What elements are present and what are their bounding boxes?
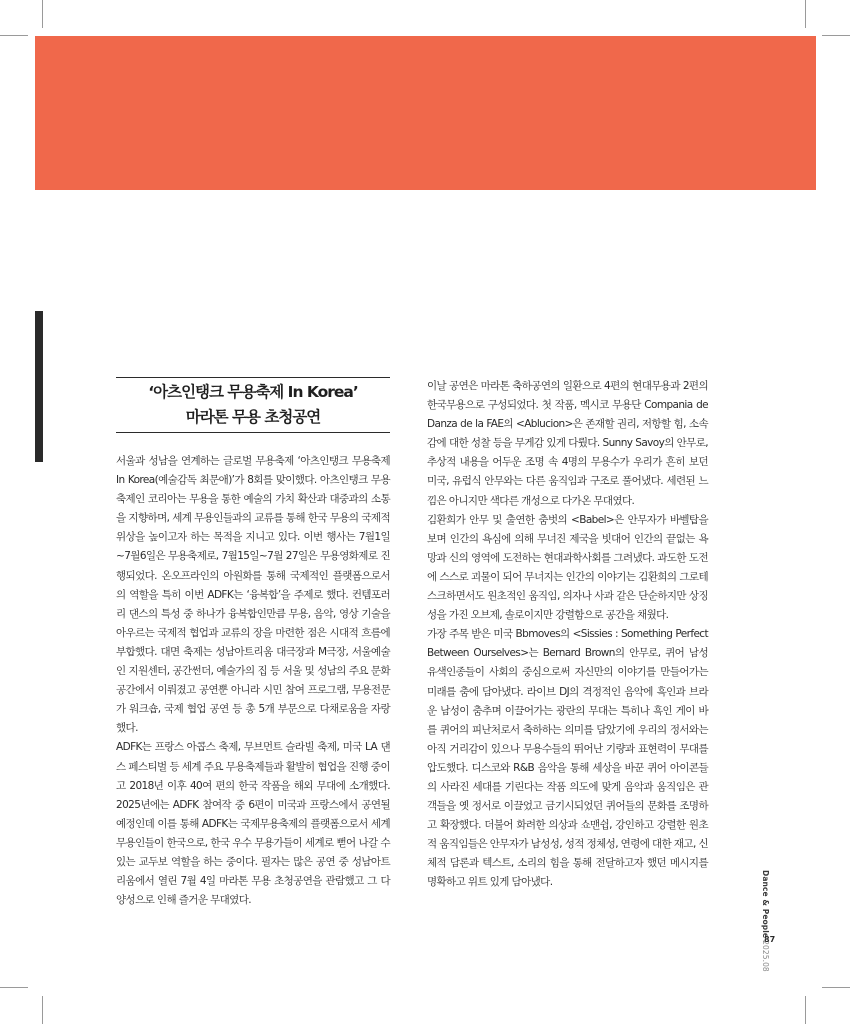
- crop-mark: [822, 987, 850, 988]
- crop-mark: [42, 0, 43, 28]
- title-top-rule: [116, 377, 390, 378]
- left-text-column: [116, 452, 390, 910]
- crop-mark: [0, 35, 28, 36]
- body-paragraph: 김환희가 안무 및 출연한 춤벗의 <Babel>은 안무자가 바벨탑을 보며 인간의 욕심에 의해 무너진 제국을 빗대어 인간의 끝없는 욕망과 신의 영역에 도전하는 현대과학사회를 그려냈다. 과도한 도전에 스스로 괴물이 되어 무너지는 인간의 이야기는 김환희의 그로테스크하면서도 원초적인 움직임, 의자나 사과 같은 단순하지만 상징성을 가진 오브제, 솔로이지만 강렬함으로 공간을 채웠다.: [427, 513, 708, 622]
- crop-mark: [0, 987, 28, 988]
- body-paragraph: 서울과 성남을 연계하는 글로벌 무용축제 ‘아츠인탱크 무용축제 In Korea(예술감독 최문애)’가 8회를 맞이했다. 아츠인탱크 무용축제인 코리아는 무용을 통한 예술의 가치 확산과 대중과의 소통을 지향하며, 세계 무용인들과의 교류를 통해 한국 무용의 국제적 위상을 높이고자 하는 목적을 지니고 있다. 이번 행사는 7월1일~7월6일은 무용축제로, 7월15일~7월 27일은 무용영화제로 진행되었다. 온오프라인의 아원화를 통해 국제적인 플랫폼으로서의 역할을 특히 이번 ADFK는 ‘융복합’을 주제로 했다. 컨템포러리 댄스의 특성 중 하나가 융복합인만큼 무용, 음악, 영상 기술을 아우르는 국제적 협업과 교류의 장을 마련한 점은 시대적 흐름에 부합했다. 대면 축제는 성남아트리움 대극장과 M극장, 서울예술인 지원센터, 공간썬더, 예술가의 집 등 서울 및 성남의 주요 문화 공간에서 이뤄졌고 공연뿐 아니라 시민 참여 프로그램, 무용전문가 워크숍, 국제 협업 공연 등 총 5개 부문으로 다채로움을 자랑했다.: [116, 455, 390, 735]
- crop-mark: [805, 0, 806, 28]
- article-title-block: [116, 377, 390, 433]
- body-paragraph: 가장 주목 받은 미국 Bbmoves의 <Sissies : Something Perfect Between Ourselves>는 Bernard Brown의 안무로, 퀴어 남성 유색인종들이 사회의 중심으로써 자신만의 이야기를 만들어가는 미래를 춤에 담아냈다. 라이브 DJ의 격정적인 음악에 흑인과 브라운 남성이 춤추며 이끌어가는 광란의 무대는 특히나 흑인 게이 바를 퀴어의 피난처로서 축하하는 의미를 담았기에 우리의 정서와는 아직 거리감이 있으나 무용수들의 뛰어난 기량과 표현력이 무대를 압도했다. 디스코와 R&B 음악을 통해 세상을 바꾼 퀴어 아이콘들의 사라진 세대를 기린다는 작품 의도에 맞게 음악과 움직임은 관객들을 옛 정서로 이끌었고 금기시되었던 퀴어들의 문화를 조명하고 확장했다. 더불어 화려한 의상과 쇼맨쉽, 강인하고 강렬한 원초적 움직임들은 안무자가 남성성, 성적 정체성, 연령에 대한 재고, 신체적 담론과 텍스트, 소리의 힘을 통해 전달하고자 했던 메시지를 명확하고 위트 있게 담아냈다.: [427, 628, 708, 889]
- body-paragraph: 이날 공연은 마라톤 축하공연의 일환으로 4편의 현대무용과 2편의 한국무용으로 구성되었다. 첫 작품, 멕시코 무용단 Compania de Danza de la FAE의 <Ablucion>은 존재할 권리, 저항할 힘, 소속감에 대한 성찰 등을 무게감 있게 다뤘다. Sunny Savoy의 안무로, 추상적 내용을 어두운 조명 속 4명의 무용수가 우리가 흔히 보던 미국, 유럽식 안무와는 다른 움직임과 구조로 풀어냈다. 세련된 느낌은 아니지만 색다른 개성으로 다가온 무대였다.: [427, 380, 708, 507]
- body-paragraph: ADFK는 프랑스 아콥스 축제, 무브먼트 슬라빌 축제, 미국 LA 댄스 페스티벌 등 세계 주요 무용축제들과 활발히 협업을 진행 중이고 2018년 이후 40여 편의 한국 작품을 해외 무대에 소개했다. 2025년에는 ADFK 참여작 중 6편이 미국과 프랑스에서 공연될 예정인데 이를 통해 ADFK는 국제무용축제의 플랫폼으로서 세계무용인들이 한국으로, 한국 우수 무용가들이 세계로 뻗어 나갈 수 있는 교두보 역할을 하는 중이다. 필자는 많은 공연 중 성남아트리움에서 열린 7월 4일 마라톤 무용 초청공연을 관람했고 그 다양성으로 인해 즐거운 무대였다.: [116, 741, 390, 907]
- hero-color-block: [35, 36, 816, 190]
- right-text-column: [427, 377, 708, 893]
- magazine-name: Dance & People: [761, 870, 770, 939]
- crop-mark: [822, 35, 850, 36]
- article-title-line-1: ‘아츠인탱크 무용축제 In Korea’: [148, 383, 358, 401]
- side-tab-marker: [35, 311, 43, 462]
- page-number: 87: [764, 935, 776, 944]
- title-bottom-rule: [116, 432, 390, 433]
- article-title-line-2: 마라톤 무용 초청공연: [185, 408, 321, 426]
- crop-mark: [805, 996, 806, 1024]
- crop-mark: [42, 996, 43, 1024]
- issue-date: 2025.08: [761, 940, 770, 972]
